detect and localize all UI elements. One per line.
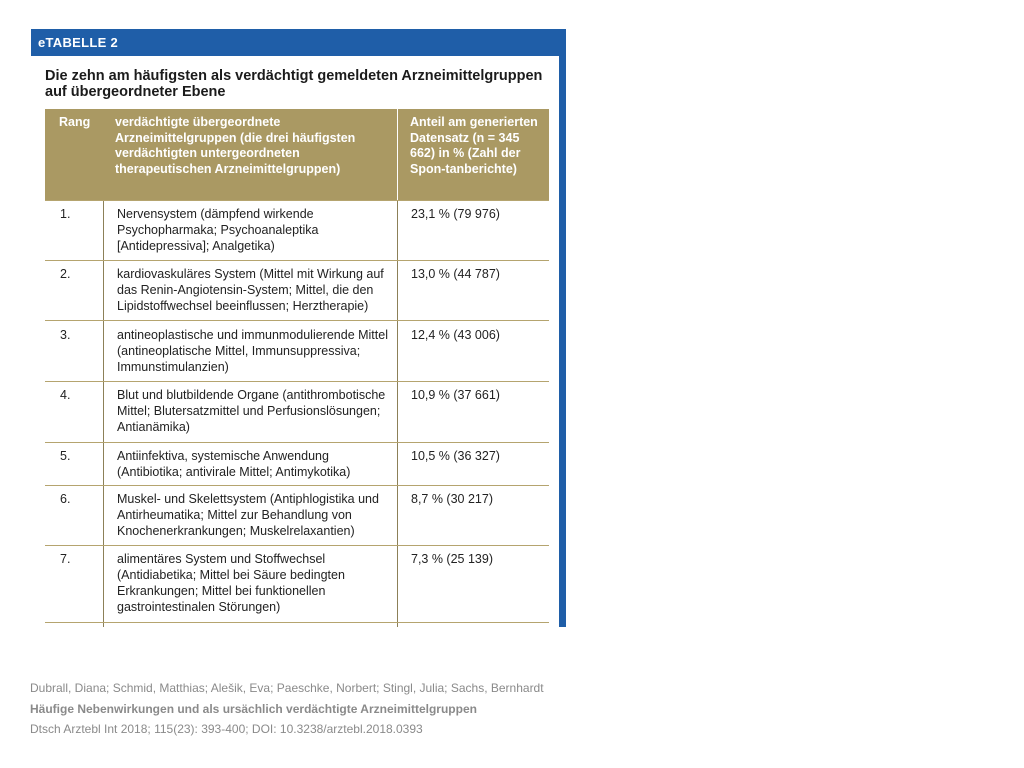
column-divider-rank (103, 201, 104, 627)
row-1-rank: 1. (60, 207, 71, 221)
row-5-share: 10,5 % (36 327) (411, 449, 500, 463)
row-separator (45, 622, 549, 623)
row-7-share: 7,3 % (25 139) (411, 552, 493, 566)
row-separator (45, 381, 549, 382)
row-3-share: 12,4 % (43 006) (411, 328, 500, 342)
row-separator (45, 545, 549, 546)
row-3-rank: 3. (60, 328, 71, 342)
header-group: verdächtigte übergeordnete Arzneimittelgruppen (die drei häufigsten verdächtigten untergeordneten therapeutischen Arzneimittelgruppen) (115, 115, 356, 176)
citation-title: Häufige Nebenwirkungen und als ursächlich verdächtigte Arzneimittelgruppen (30, 701, 477, 716)
row-separator (45, 320, 549, 321)
row-2-rank: 2. (60, 267, 71, 281)
citation-authors: Dubrall, Diana; Schmid, Matthias; Alešik, Eva; Paeschke, Norbert; Stingl, Julia; Sachs, Bernhardt (30, 681, 544, 695)
row-1-group: Nervensystem (dämpfend wirkende Psychopharmaka; Psychoanaleptika [Antidepressiva]; Analgetika) (117, 207, 319, 253)
row-4-group: Blut und blutbildende Organe (antithrombotische Mittel; Blutersatzmittel und Perfusionslösungen; Antianämika) (117, 388, 386, 434)
table-figure (31, 29, 566, 627)
row-separator (45, 485, 549, 486)
row-7-rank: 7. (60, 552, 71, 566)
column-divider-share (397, 201, 398, 627)
row-separator (45, 260, 549, 261)
row-7-group: alimentäres System und Stoffwechsel (Antidiabetika; Mittel bei Säure bedingten Erkrankungen; Mittel bei funktionellen gastrointestinalen Störungen) (117, 552, 345, 614)
row-separator (45, 442, 549, 443)
row-2-group: kardiovaskuläres System (Mittel mit Wirkung auf das Renin-Angiotensin-System; Mittel, die den Lipidstoffwechsel beeinflussen; Herztherapie) (117, 267, 384, 313)
row-5-group: Antiinfektiva, systemische Anwendung (Antibiotika; antivirale Mittel; Antimykotika) (117, 449, 351, 479)
citation-source: Dtsch Arztebl Int 2018; 115(23): 393-400; DOI: 10.3238/arztebl.2018.0393 (30, 722, 423, 736)
row-4-share: 10,9 % (37 661) (411, 388, 500, 402)
row-3-group: antineoplastische und immunmodulierende Mittel (antineoplatische Mittel, Immunsuppressiva; Immunstimulanzien) (117, 328, 388, 374)
row-6-rank: 6. (60, 492, 71, 506)
row-5-rank: 5. (60, 449, 71, 463)
row-separator (45, 200, 549, 201)
table-header (45, 109, 549, 201)
citation (30, 678, 544, 740)
frame-right-border (559, 56, 566, 627)
row-4-rank: 4. (60, 388, 71, 402)
table-label-bar (31, 29, 566, 56)
row-2-share: 13,0 % (44 787) (411, 267, 500, 281)
header-rank: Rang (59, 115, 91, 129)
table-title: Die zehn am häufigsten als verdächtigt gemeldeten Arzneimittelgruppen auf übergeordneter Ebene (45, 68, 543, 100)
header-share: Anteil am generierten Datensatz (n = 345 662) in % (Zahl der Spon-tanberichte) (410, 115, 538, 176)
table-label: eTABELLE 2 (38, 35, 119, 50)
row-1-share: 23,1 % (79 976) (411, 207, 500, 221)
header-divider (397, 109, 398, 201)
row-6-group: Muskel- und Skelettsystem (Antiphlogistika und Antirheumatika; Mittel zur Behandlung von Knochenerkrankungen; Muskelrelaxantien) (117, 492, 379, 538)
row-6-share: 8,7 % (30 217) (411, 492, 493, 506)
